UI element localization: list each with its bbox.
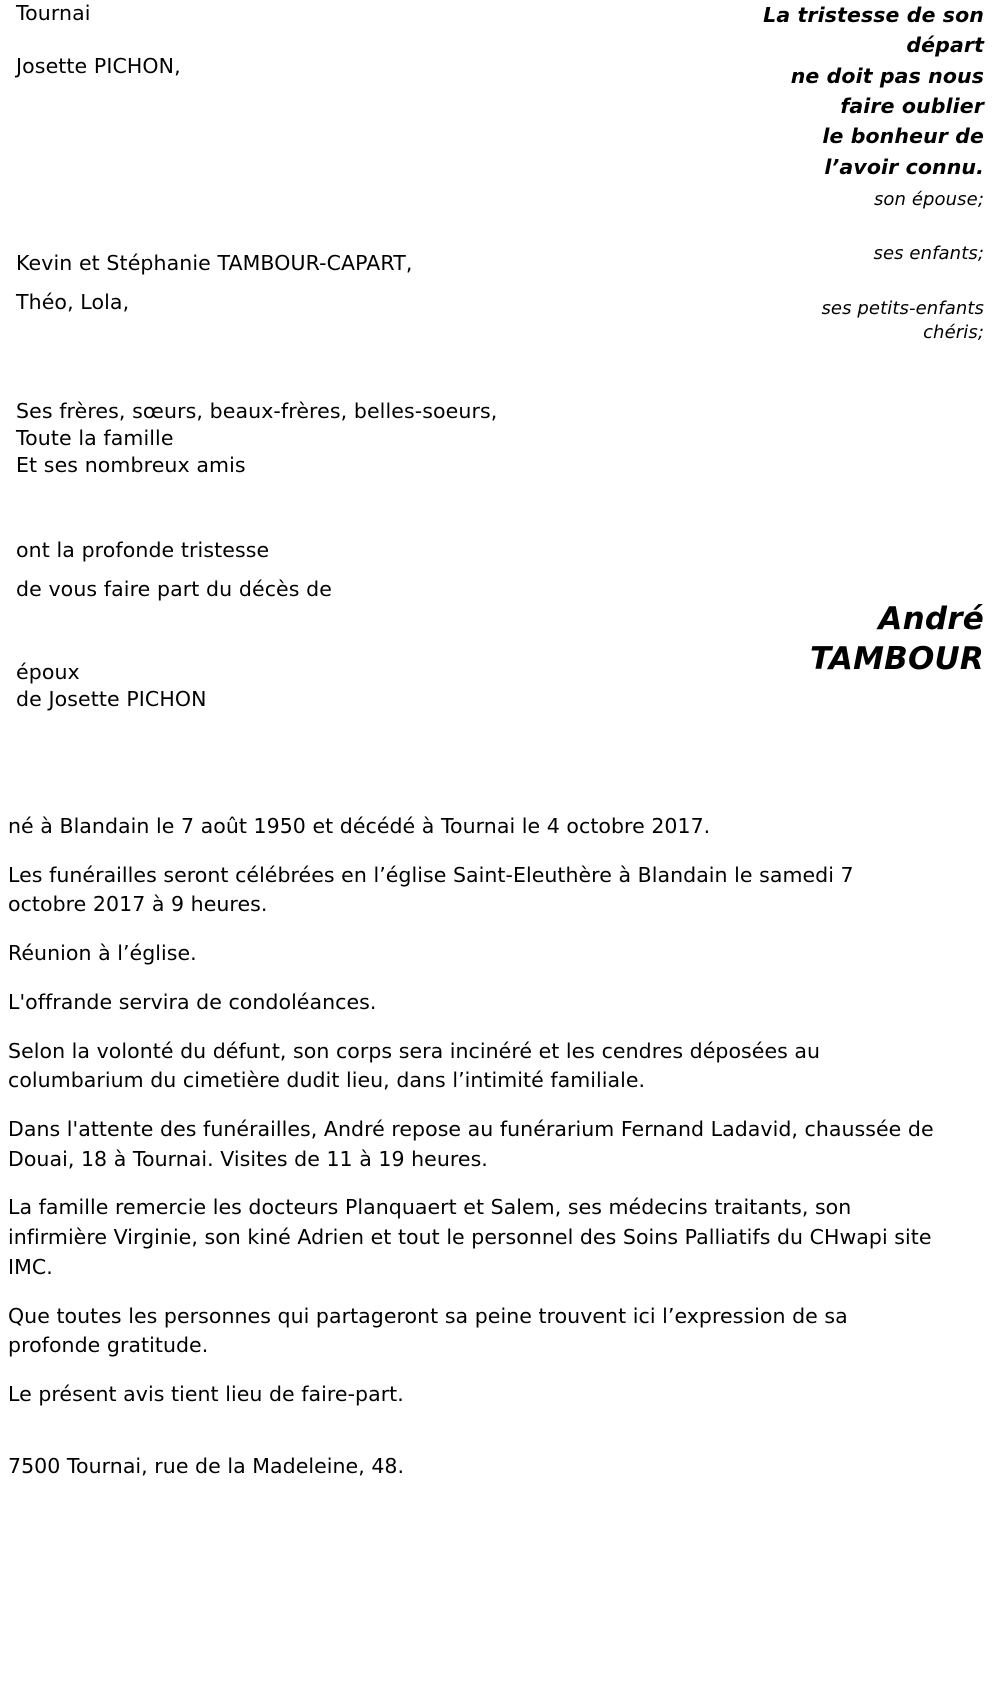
quote-line-3: ne doit pas nous	[790, 63, 984, 88]
quote-line-2: départ	[906, 33, 984, 58]
relation-spouse: son épouse;	[873, 188, 984, 210]
spouse-of-line-2: de Josette PICHON	[16, 687, 207, 712]
memorial-quote	[654, 0, 984, 182]
friends-line: Et ses nombreux amis	[16, 453, 246, 478]
siblings-line: Ses frères, sœurs, beaux-frères, belles-soeurs,	[16, 399, 498, 424]
paragraph-funeral-service: Les funérailles seront célébrées en l’église Saint-Eleuthère à Blandain le samedi 7 octobre 2017 à 9 heures.	[8, 862, 854, 917]
announcement-line-1: ont la profonde tristesse	[16, 538, 270, 563]
quote-line-4: faire oublier	[840, 93, 984, 118]
spacer	[8, 1410, 938, 1452]
paragraph-offering: L'offrande servira de condoléances.	[8, 989, 377, 1014]
quote-line-1: La tristesse de son	[763, 3, 984, 27]
city-header: Tournai	[16, 1, 91, 25]
paragraph-notice-statement: Le présent avis tient lieu de faire-part.	[8, 1382, 404, 1407]
notice-header-zone	[8, 0, 992, 712]
spacer	[16, 564, 626, 576]
paragraph-thanks-medical: La famille remercie les docteurs Planquaert et Salem, ses médecins traitants, son infirmière Virginie, son kiné Adrien et tout le personnel des Soins Palliatifs du CHwapi site IMC.	[8, 1195, 932, 1279]
spacer	[16, 277, 626, 289]
paragraph-birth-death: né à Blandain le 7 août 1950 et décédé à Tournai le 4 octobre 2017.	[8, 814, 711, 838]
deceased-name	[654, 600, 984, 679]
relation-grandchildren-line-2: chéris;	[923, 321, 984, 343]
children-line: Kevin et Stéphanie TAMBOUR-CAPART,	[16, 251, 413, 276]
deceased-first-name: André	[878, 601, 984, 638]
notice-body	[8, 812, 938, 1482]
paragraph-gathering: Réunion à l’église.	[8, 941, 197, 966]
family-line: Toute la famille	[16, 426, 174, 451]
relation-grandchildren-line-1: ses petits-enfants	[821, 297, 984, 319]
quote-and-name-column	[654, 0, 984, 680]
spacer	[16, 603, 626, 659]
spacer	[16, 80, 626, 250]
paragraph-funeral-home: Dans l'attente des funérailles, André repose au funérarium Fernand Ladavid, chaussée de Douai, 18 à Tournai. Visites de 11 à 19 heures.	[8, 1117, 934, 1171]
paragraph-gratitude: Que toutes les personnes qui partageront sa peine trouvent ici l’expression de sa profonde gratitude.	[8, 1303, 848, 1358]
grandchildren-line: Théo, Lola,	[16, 290, 130, 315]
relation-children: ses enfants;	[873, 243, 984, 265]
relations-list	[654, 188, 984, 345]
announcement-line-2: de vous faire part du décès de	[16, 577, 332, 602]
spacer	[654, 345, 984, 600]
spacer	[16, 316, 626, 398]
deceased-last-name: TAMBOUR	[809, 640, 984, 677]
paragraph-cremation: Selon la volonté du défunt, son corps sera incinéré et les cendres déposées au columbarium du cimetière dudit lieu, dans l’intimité familiale.	[8, 1038, 821, 1093]
quote-line-6: l’avoir connu.	[824, 154, 984, 179]
spouse-name: Josette PICHON,	[16, 54, 181, 79]
spacer	[16, 27, 626, 53]
family-address: 7500 Tournai, rue de la Madeleine, 48.	[8, 1453, 405, 1478]
quote-line-5: le bonheur de	[822, 124, 984, 149]
survivors-column	[16, 0, 626, 714]
spouse-of-line-1: époux	[16, 660, 80, 685]
spacer	[16, 479, 626, 537]
